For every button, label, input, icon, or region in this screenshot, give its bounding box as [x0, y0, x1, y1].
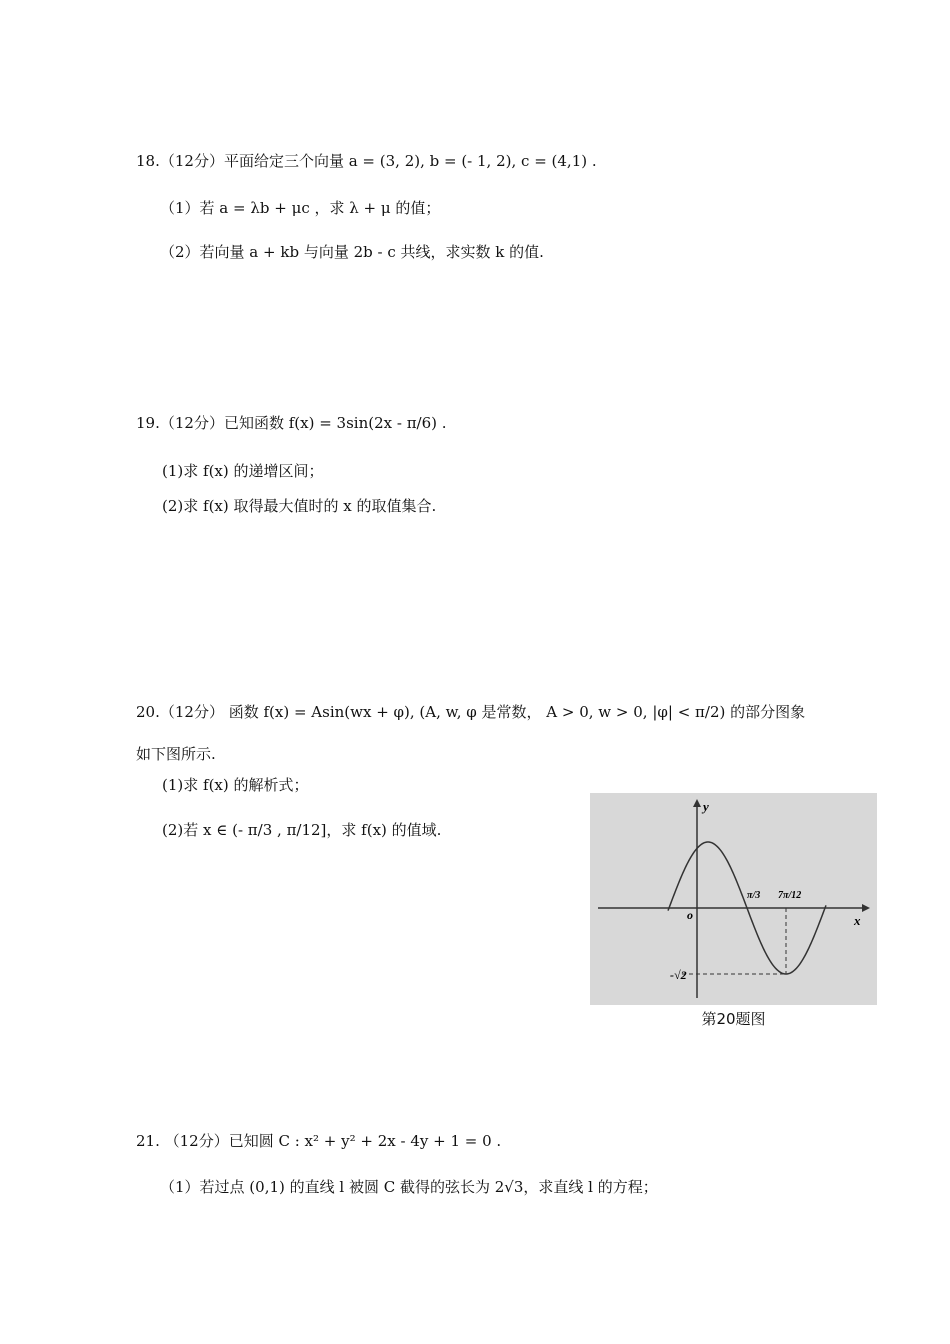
- y-axis-arrow: [693, 799, 701, 807]
- min-value-label: -√2: [670, 968, 687, 982]
- tick-7pi-over-12: 7π/12: [778, 890, 802, 901]
- x-axis-arrow: [862, 904, 870, 912]
- q20-part1: (1)求 f(x) 的解析式；: [162, 776, 309, 794]
- q19-title: 19.（12分）已知函数 f(x) = 3sin(2x - π/6) .: [136, 414, 447, 432]
- q20-title-continued: 如下图所示.: [136, 745, 216, 763]
- q20-title: 20.（12分） 函数 f(x) = Asin(wx + φ), (A, w, φ 是常数， A > 0, w > 0, |φ| < π/2) 的部分图象: [136, 703, 806, 721]
- origin-label: o: [687, 908, 693, 922]
- q21-part1: （1）若过点 (0,1) 的直线 l 被圆 C 截得的弦长为 2√3，求直线 l 的方程；: [160, 1178, 658, 1196]
- y-axis-label: y: [703, 799, 709, 814]
- q18-part1: （1）若 a = λb + μc ，求 λ + μ 的值；: [160, 199, 441, 217]
- q21-title: 21. （12分）已知圆 C : x² + y² + 2x - 4y + 1 = 0 .: [136, 1132, 502, 1150]
- q19-part2: (2)求 f(x) 取得最大值时的 x 的取值集合.: [162, 497, 437, 515]
- q18-part2: （2）若向量 a + kb 与向量 2b - c 共线，求实数 k 的值.: [160, 243, 544, 261]
- x-axis-label: x: [854, 913, 861, 928]
- figure-caption: 第20题图: [701, 1010, 766, 1028]
- tick-pi-over-3: π/3: [747, 890, 761, 901]
- sine-graph: [590, 793, 877, 1005]
- q18-title: 18.（12分）平面给定三个向量 a = (3, 2), b = (- 1, 2), c = (4,1) .: [136, 152, 597, 170]
- q19-part1: (1)求 f(x) 的递增区间；: [162, 462, 324, 480]
- q20-graph-figure: [590, 793, 877, 1005]
- q20-part2: (2)若 x ∈ (- π/3 , π/12]，求 f(x) 的值域.: [162, 821, 442, 839]
